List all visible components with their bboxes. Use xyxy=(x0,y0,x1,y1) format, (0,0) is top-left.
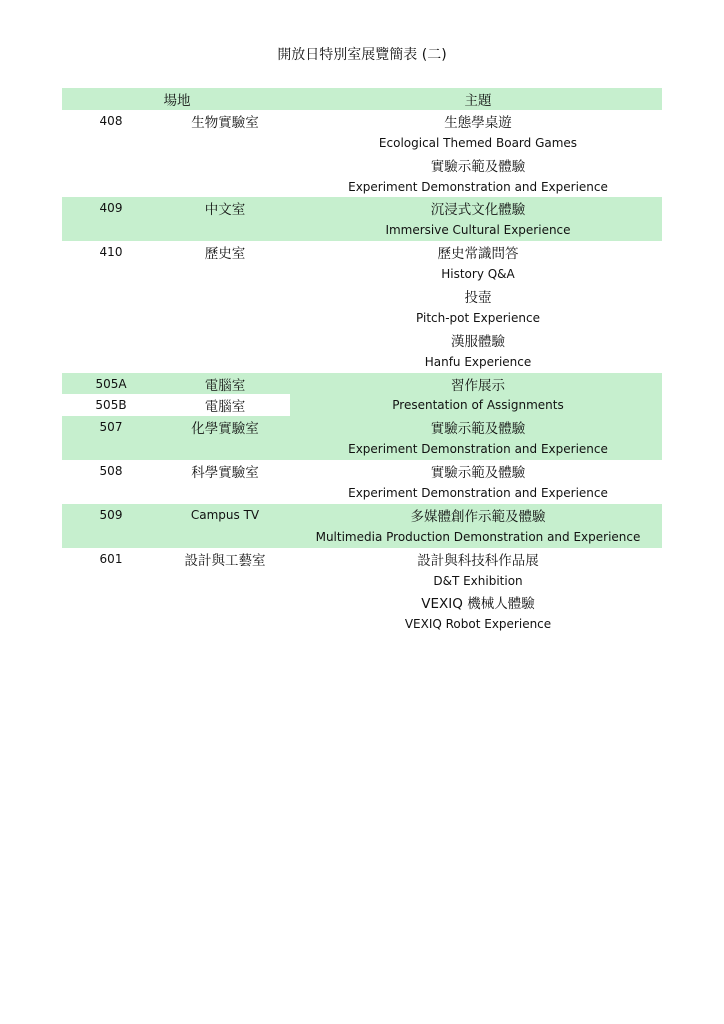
theme-text: Hanfu Experience xyxy=(424,354,532,369)
venue-name: 電腦室 xyxy=(204,377,246,394)
venue-name xyxy=(160,351,290,373)
table-row xyxy=(62,241,662,263)
room-number xyxy=(62,613,160,635)
table-row xyxy=(62,570,662,592)
table-row xyxy=(62,504,662,526)
room-number: 508 xyxy=(99,464,123,479)
theme-text: Experiment Demonstration and Experience xyxy=(348,179,608,194)
venue-name xyxy=(160,570,290,592)
room-number: 410 xyxy=(99,245,123,260)
venue-name xyxy=(160,132,290,154)
theme-text: History Q&A xyxy=(441,267,515,282)
venue-name xyxy=(160,438,290,460)
venue-name: 科學實驗室 xyxy=(191,465,259,482)
room-number xyxy=(62,176,160,198)
venue-name: 歷史室 xyxy=(204,246,246,263)
room-number xyxy=(62,526,160,548)
header-venue: 場地 xyxy=(163,92,191,109)
table-row xyxy=(62,197,662,219)
room-number: 601 xyxy=(99,551,123,566)
room-number xyxy=(62,570,160,592)
table-row xyxy=(62,373,662,395)
table-row xyxy=(62,526,662,548)
exhibition-table xyxy=(62,88,662,635)
theme-text: 實驗示範及體驗 xyxy=(430,421,526,438)
room-number xyxy=(62,285,160,307)
header-theme: 主題 xyxy=(464,92,492,109)
venue-name xyxy=(160,482,290,504)
room-number: 507 xyxy=(99,420,123,435)
room-number: 409 xyxy=(99,201,123,216)
theme-text: 多媒體創作示範及體驗 xyxy=(410,508,546,525)
room-number: 408 xyxy=(99,113,123,128)
theme-text: Experiment Demonstration and Experience xyxy=(348,442,608,457)
theme-text: 投壺 xyxy=(464,289,492,306)
table-row xyxy=(62,176,662,198)
theme-text: 設計與科技科作品展 xyxy=(417,552,539,569)
venue-name: 化學實驗室 xyxy=(191,421,259,438)
page-title: 開放日特別室展覽簡表 (二) xyxy=(277,47,447,63)
table-row xyxy=(62,613,662,635)
room-number: 505B xyxy=(95,398,127,413)
table-row xyxy=(62,263,662,285)
theme-text: D&T Exhibition xyxy=(433,573,523,588)
room-number xyxy=(62,219,160,241)
venue-name xyxy=(160,154,290,176)
table-row xyxy=(62,460,662,482)
venue-name: 電腦室 xyxy=(204,399,246,416)
table-header-row xyxy=(62,88,662,110)
theme-text: 習作展示 xyxy=(451,377,505,394)
table-row xyxy=(62,329,662,351)
venue-name: 設計與工藝室 xyxy=(184,552,266,569)
table-row xyxy=(62,482,662,504)
theme-text: 實驗示範及體驗 xyxy=(430,465,526,482)
theme-text: Ecological Themed Board Games xyxy=(378,135,578,150)
table-row xyxy=(62,285,662,307)
venue-name xyxy=(160,526,290,548)
theme-text: Immersive Cultural Experience xyxy=(385,223,571,238)
room-number xyxy=(62,154,160,176)
venue-name: Campus TV xyxy=(190,507,260,522)
theme-text: Experiment Demonstration and Experience xyxy=(348,485,608,500)
table-row xyxy=(62,416,662,438)
venue-name xyxy=(160,307,290,329)
theme-text: Presentation of Assignments xyxy=(392,398,564,413)
theme-text: 歷史常識問答 xyxy=(437,246,519,263)
table-row xyxy=(62,591,662,613)
venue-name xyxy=(160,263,290,285)
room-number xyxy=(62,329,160,351)
theme-text: Multimedia Production Demonstration and Experience xyxy=(315,529,641,544)
table-body xyxy=(62,110,662,635)
table-row xyxy=(62,132,662,154)
table-row xyxy=(62,110,662,132)
venue-name xyxy=(160,176,290,198)
table-row xyxy=(62,394,662,416)
room-number xyxy=(62,438,160,460)
room-number xyxy=(62,591,160,613)
theme-text: Pitch-pot Experience xyxy=(416,310,540,325)
theme-text: 實驗示範及體驗 xyxy=(430,158,526,175)
room-number xyxy=(62,482,160,504)
venue-name xyxy=(160,329,290,351)
table-row xyxy=(62,307,662,329)
room-number: 509 xyxy=(99,507,123,522)
room-number: 505A xyxy=(95,376,127,391)
table-row xyxy=(62,351,662,373)
table-row xyxy=(62,548,662,570)
theme-text: 沉浸式文化體驗 xyxy=(430,202,526,219)
room-number xyxy=(62,263,160,285)
venue-name xyxy=(160,613,290,635)
table-row xyxy=(62,154,662,176)
venue-name: 中文室 xyxy=(204,202,246,219)
venue-name xyxy=(160,219,290,241)
theme-text: 漢服體驗 xyxy=(451,333,505,350)
room-number xyxy=(62,351,160,373)
theme-text: VEXIQ Robot Experience xyxy=(404,617,552,632)
venue-name: 生物實驗室 xyxy=(191,114,259,131)
theme-text: 生態學桌遊 xyxy=(444,114,512,131)
venue-name xyxy=(160,285,290,307)
room-number xyxy=(62,132,160,154)
table-row xyxy=(62,219,662,241)
venue-name xyxy=(160,591,290,613)
theme-text: VEXIQ 機械人體驗 xyxy=(421,596,535,613)
room-number xyxy=(62,307,160,329)
table-row xyxy=(62,438,662,460)
